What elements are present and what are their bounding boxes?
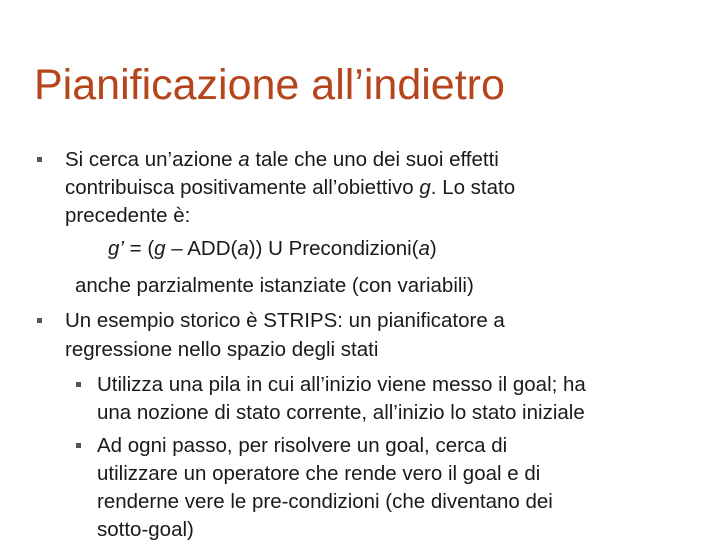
sub-bullet-2-line-2: utilizzare un operatore che rende vero il goal e di — [97, 462, 541, 485]
bullet-2-line-1: Un esempio storico è STRIPS: un pianificatore a — [65, 309, 505, 332]
sub-bullet-marker — [76, 443, 81, 448]
bullet-1-line-1: Si cerca un’azione a tale che uno dei suoi effetti — [65, 148, 499, 171]
sub-bullet-2-line-1: Ad ogni passo, per risolvere un goal, cerca di — [97, 434, 508, 457]
formula-note: anche parzialmente istanziate (con variabili) — [75, 274, 474, 297]
slide-title: Pianificazione all’indietro — [34, 61, 505, 109]
sub-bullet-2-line-4: sotto-goal) — [97, 518, 194, 541]
sub-bullet-marker — [76, 382, 81, 387]
formula: g’ = (g – ADD(a)) U Precondizioni(a) — [108, 237, 437, 260]
sub-bullet-1-line-2: una nozione di stato corrente, all’inizio lo stato iniziale — [97, 401, 585, 424]
bullet-marker — [37, 157, 42, 162]
bullet-1-line-2: contribuisca positivamente all’obiettivo g. Lo stato — [65, 176, 516, 199]
bullet-1-line-3: precedente è: — [65, 204, 191, 227]
bullet-2-line-2: regressione nello spazio degli stati — [65, 338, 379, 361]
sub-bullet-2-line-3: renderne vere le pre-condizioni (che diventano dei — [97, 490, 553, 513]
sub-bullet-1-line-1: Utilizza una pila in cui all’inizio viene messo il goal; ha — [97, 373, 586, 396]
bullet-marker — [37, 318, 42, 323]
